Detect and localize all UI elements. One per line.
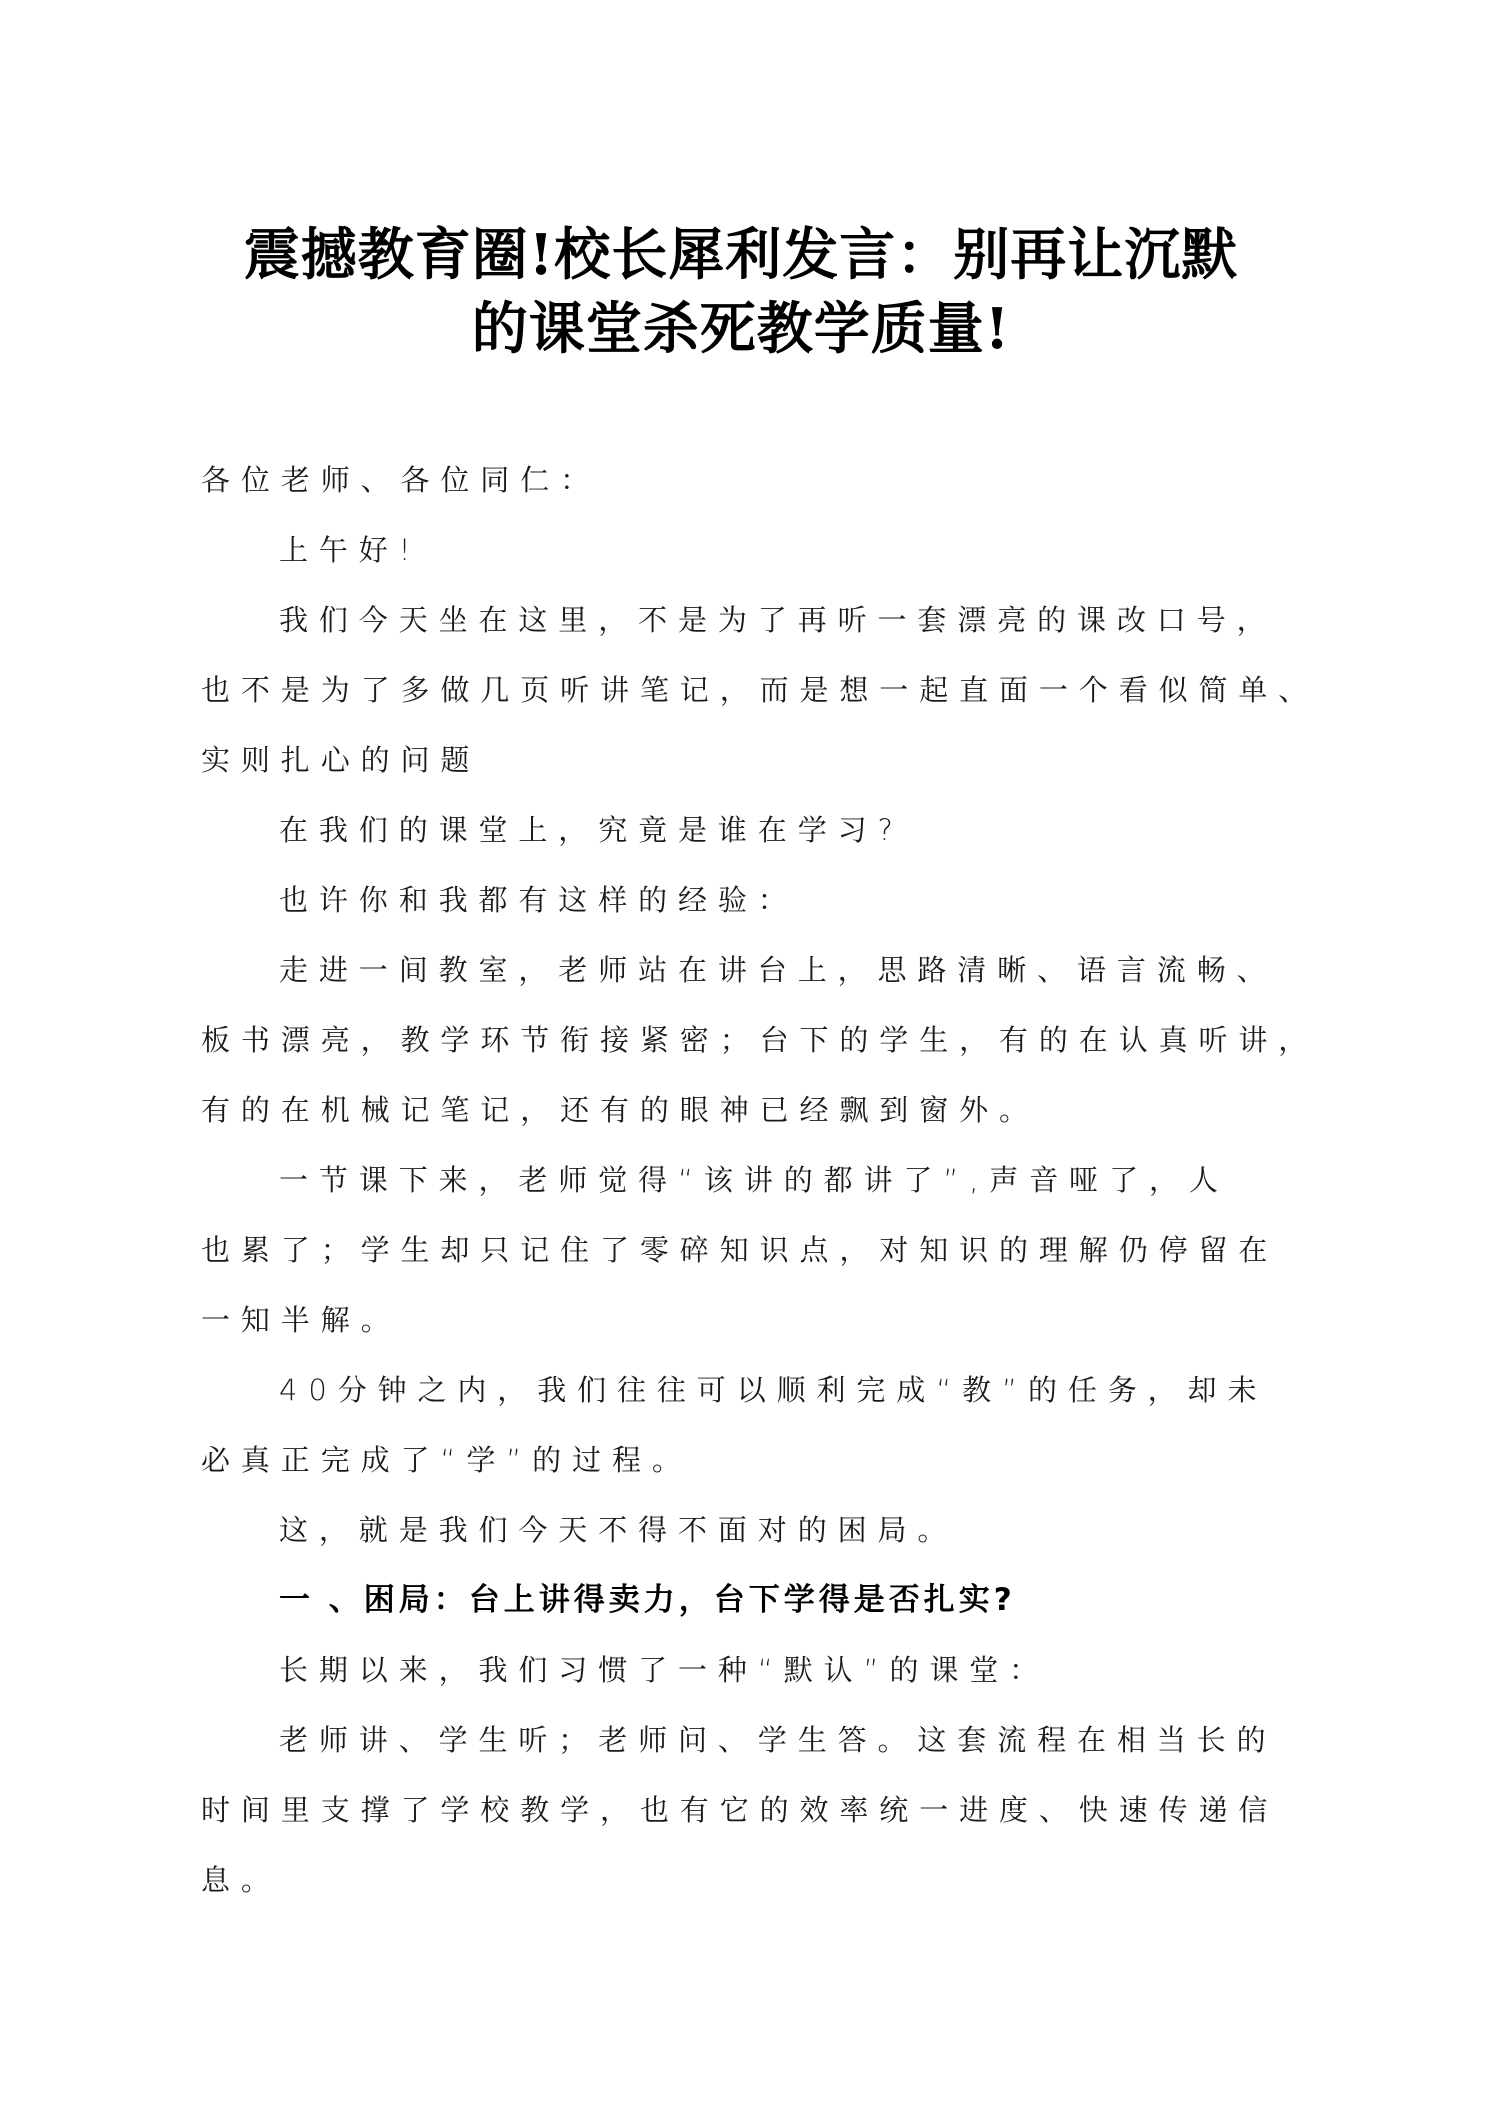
paragraph-line: 也许你和我都有这样的经验： bbox=[279, 883, 798, 917]
paragraph-line: 走进一间教室，老师站在讲台上，思路清晰、语言流畅、 bbox=[279, 953, 1277, 987]
document-body bbox=[201, 445, 1319, 1915]
paragraph-line: 实则扎心的问题 bbox=[201, 743, 481, 777]
title-line-1: 震撼教育圈!校长犀利发言：别再让沉默 bbox=[243, 222, 1239, 288]
greeting: 上午好! bbox=[279, 533, 422, 567]
paragraph-line: 必真正完成了“学”的过程。 bbox=[201, 1443, 692, 1477]
paragraph-line: 也不是为了多做几页听讲笔记，而是想一起直面一个看似简单、 bbox=[201, 673, 1319, 707]
paragraph-line: 息。 bbox=[201, 1863, 281, 1897]
paragraph-line: 老师讲、学生听；老师问、学生答。这套流程在相当长的 bbox=[279, 1723, 1277, 1757]
paragraph-line: 40分钟之内，我们往往可以顺利完成“教”的任务，却未 bbox=[279, 1373, 1268, 1407]
document-title bbox=[196, 218, 1286, 366]
paragraph-line: 时间里支撑了学校教学，也有它的效率统一进度、快速传递信 bbox=[201, 1793, 1279, 1827]
paragraph-line: 我们今天坐在这里，不是为了再听一套漂亮的课改口号， bbox=[279, 603, 1277, 637]
paragraph-line: 长期以来，我们习惯了一种“默认”的课堂： bbox=[279, 1653, 1050, 1687]
paragraph-line: 一知半解。 bbox=[201, 1303, 401, 1337]
paragraph-line: 板书漂亮，教学环节衔接紧密；台下的学生，有的在认真听讲， bbox=[201, 1023, 1319, 1057]
paragraph-line: 这，就是我们今天不得不面对的困局。 bbox=[279, 1513, 958, 1547]
paragraph-line: 也累了；学生却只记住了零碎知识点，对知识的理解仍停留在 bbox=[201, 1233, 1279, 1267]
salutation: 各位老师、各位同仁： bbox=[201, 463, 601, 497]
paragraph-line: 在我们的课堂上，究竟是谁在学习? bbox=[279, 813, 904, 847]
section-heading: 一 、困局：台上讲得卖力，台下学得是否扎实? bbox=[279, 1582, 1016, 1618]
paragraph-line: 一节课下来，老师觉得“该讲的都讲了”,声音哑了，人 bbox=[279, 1163, 1229, 1197]
paragraph-line: 有的在机械记笔记，还有的眼神已经飘到窗外。 bbox=[201, 1093, 1039, 1127]
title-line-2: 的课堂杀死教学质量! bbox=[471, 296, 1011, 362]
